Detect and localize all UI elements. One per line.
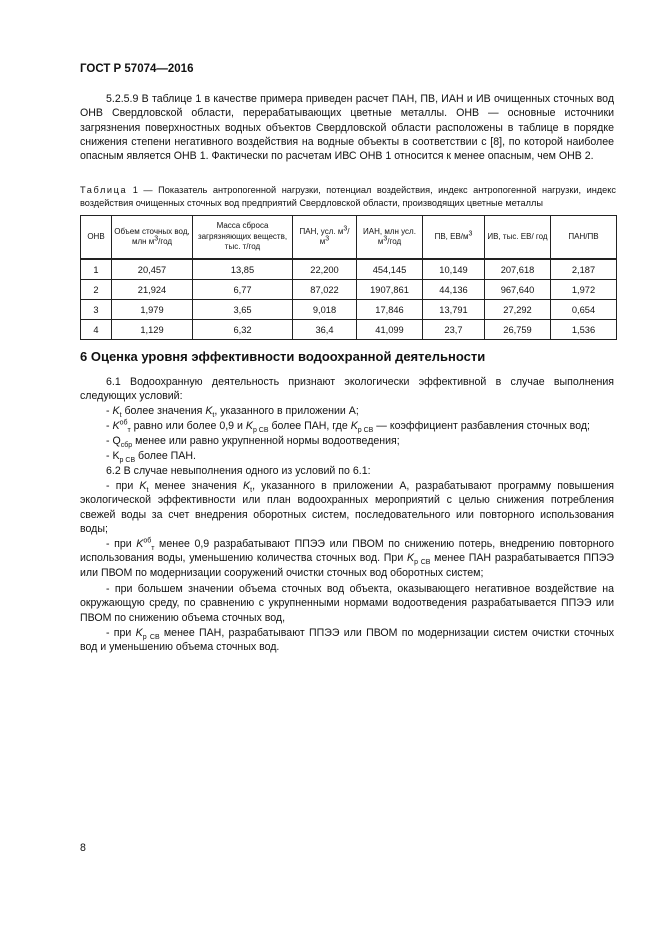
measure-item: - при большем значении объема сточных вод объекта, оказывающего негативное воздействие на окружающую среду, по сравнению с укрупненными нормами водоотведения разрабатывается ППЭЭ или ПВОМ по снижению объема сточных вод,	[80, 583, 614, 624]
table-cell: 454,145	[357, 259, 423, 280]
intro-paragraph: 5.2.5.9 В таблице 1 в качестве примера приведен расчет ПАН, ПВ, ИАН и ИВ очищенных сточных вод ОНВ Свердловской области, перерабатывающих цветные металлы. ОНВ — основные источники загрязнения поверхностных водных объектов Свердловской области расположены в таблице в порядке снижения степени негативного воздействия на водные объекты в соответствии с [8], по которой наиболее опасным является ОНВ 1. Фактически по расчетам ИВС ОНВ 1 относится к менее опасным, чем ОНВ 2.	[80, 93, 614, 163]
header-pv: ПВ, $ЕВ/м^3$	[423, 216, 485, 260]
table-cell: 27,292	[485, 300, 551, 320]
table-cell: 22,200	[293, 259, 357, 280]
table-cell: 3	[81, 300, 112, 320]
header-iv: ИВ, тыс. ЕВ/ год	[485, 216, 551, 260]
header-pan-pv: ПАН/ПВ	[551, 216, 617, 260]
table-row	[81, 320, 617, 340]
table-cell: 1,972	[551, 280, 617, 300]
table-cell: 13,791	[423, 300, 485, 320]
table-cell: 0,654	[551, 300, 617, 320]
table-cell: 1,129	[112, 320, 193, 340]
table-cell: 2	[81, 280, 112, 300]
table-cell: 967,640	[485, 280, 551, 300]
paragraph-6-2: 6.2 В случае невыполнения одного из условий по 6.1:	[106, 465, 371, 477]
section-heading: 6 Оценка уровня эффективности водоохранной деятельности	[80, 349, 486, 364]
table-cell: 9,018	[293, 300, 357, 320]
document-header: ГОСТ Р 57074—2016	[80, 63, 194, 75]
header-volume: Объем сточных вод, млн $м^3$/год	[112, 216, 193, 260]
table-cell: 21,924	[112, 280, 193, 300]
table-cell: 2,187	[551, 259, 617, 280]
table-cell: 207,618	[485, 259, 551, 280]
data-table	[80, 215, 617, 340]
table-cell: 41,099	[357, 320, 423, 340]
table-cell: 3,65	[193, 300, 293, 320]
table-row	[81, 280, 617, 300]
table-cell: 1,536	[551, 320, 617, 340]
table-cell: 1,979	[112, 300, 193, 320]
table-cell: 26,759	[485, 320, 551, 340]
table-cell: 1	[81, 259, 112, 280]
condition-item: - $K_{р СВ}$ более ПАН.	[106, 450, 196, 465]
table-cell: 1907,861	[357, 280, 423, 300]
table-caption	[80, 184, 616, 209]
measure-item: - при $K^{об}_т$ менее 0,9 разрабатывают ППЭЭ или ПВОМ по снижению потерь, внедрению повторного использования воды, уменьшению количества сточных вод. При $K_{р СВ}$ менее ПАН разрабатывается ППЭЭ или ПВОМ по модернизации сооружений очистки сточных вод оборотных систем;	[80, 537, 614, 579]
measure-item: - при $K_{р СВ}$ менее ПАН, разрабатывают ППЭЭ или ПВОМ по модернизации систем очистки сточных вод и уменьшению объема сточных вод.	[80, 627, 615, 654]
table-cell: 87,022	[293, 280, 357, 300]
header-pan: ПАН, усл. $м^3/м^3$	[293, 216, 357, 260]
table-cell: 6,77	[193, 280, 293, 300]
table-cell: 44,136	[423, 280, 485, 300]
table-cell: 17,846	[357, 300, 423, 320]
header-ian: ИАН, млн усл. $м^3$/год	[357, 216, 423, 260]
condition-item: - $K_t$ более значения $K_t$, указанного в приложении А;	[106, 405, 359, 420]
paragraph-6-1: 6.1 Водоохранную деятельность признают экологически эффективной в случае выполнения следующих условий:	[80, 376, 614, 403]
table-cell: 13,85	[193, 259, 293, 280]
table-row	[81, 259, 617, 280]
condition-item: - $Q_{сбр}$ менее или равно укрупненной нормы водоотведения;	[106, 435, 400, 450]
table-cell: 36,4	[293, 320, 357, 340]
table-cell: 10,149	[423, 259, 485, 280]
table-cell: 4	[81, 320, 112, 340]
table-cell: 6,32	[193, 320, 293, 340]
table-cell: 20,457	[112, 259, 193, 280]
table-cell: 23,7	[423, 320, 485, 340]
table-row	[81, 300, 617, 320]
page-number: 8	[80, 842, 86, 854]
header-mass: Масса сброса загрязняющих веществ, тыс. т/год	[193, 216, 293, 260]
table-caption-label: Таблица	[80, 185, 128, 195]
condition-item: - $K^{об}_т$ равно или более 0,9 и $K_{р СВ}$ более ПАН, где $K_{р СВ}$ — коэффициент разбавления сточных вод;	[106, 419, 590, 435]
table-header-row	[81, 216, 617, 260]
measure-item: - при $K_t$ менее значения $K_t$, указанного в приложении А, разрабатывают программу повышения экологической эффективности или план водоохранных мероприятий с целью снижения потребления свежей воды за счет внедрения оборотных систем, последовательного или повторного использования воды;	[80, 480, 615, 535]
table-caption-text: 1 — Показатель антропогенной нагрузки, потенциал воздействия, индекс антропогенной нагрузки, индекс воздействия очищенных сточных вод предприятий Свердловской области, производящих цветные металлы	[80, 185, 616, 208]
header-onv: ОНВ	[81, 216, 112, 260]
